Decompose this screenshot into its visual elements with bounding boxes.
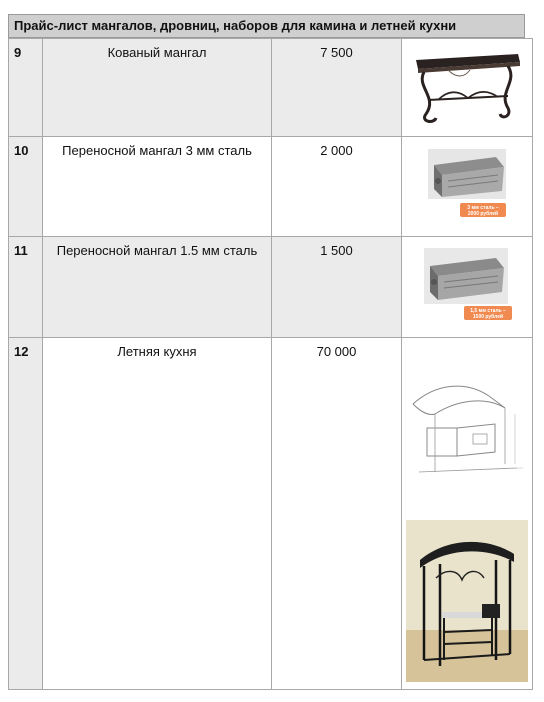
price-table — [8, 38, 533, 690]
portable-grill-3mm-image — [408, 143, 526, 225]
badge-line-2: 2000 рублей — [467, 211, 499, 217]
product-name: Переносной мангал 3 мм сталь — [43, 137, 272, 237]
product-price: 2 000 — [272, 137, 402, 237]
summer-kitchen-drawing — [405, 344, 529, 482]
table-row — [9, 338, 533, 690]
product-name: Кованый мангал — [43, 39, 272, 137]
table-row — [9, 137, 533, 237]
table-row — [9, 39, 533, 137]
portable-grill-1-5mm-image — [408, 242, 526, 326]
row-number: 11 — [9, 237, 43, 338]
product-name: Переносной мангал 1.5 мм сталь — [43, 237, 272, 338]
badge-line-1: 3 мм сталь – — [467, 205, 499, 211]
product-image-cell — [402, 237, 533, 338]
product-price: 7 500 — [272, 39, 402, 137]
product-name: Летняя кухня — [43, 338, 272, 690]
row-number: 10 — [9, 137, 43, 237]
row-number: 12 — [9, 338, 43, 690]
product-image-cell — [402, 338, 533, 690]
product-price: 70 000 — [272, 338, 402, 690]
product-image-cell — [402, 137, 533, 237]
forged-grill-image — [408, 42, 526, 128]
row-number: 9 — [9, 39, 43, 137]
price-list — [8, 14, 525, 690]
product-price: 1 500 — [272, 237, 402, 338]
product-image-cell — [402, 39, 533, 137]
table-row — [9, 237, 533, 338]
badge-line-2: 1500 рублей — [472, 314, 504, 320]
badge-line-1: 1,5 мм сталь – — [470, 308, 506, 314]
price-list-title: Прайс-лист мангалов, дровниц, наборов для камина и летней кухни — [8, 14, 525, 38]
summer-kitchen-photo — [406, 520, 528, 682]
